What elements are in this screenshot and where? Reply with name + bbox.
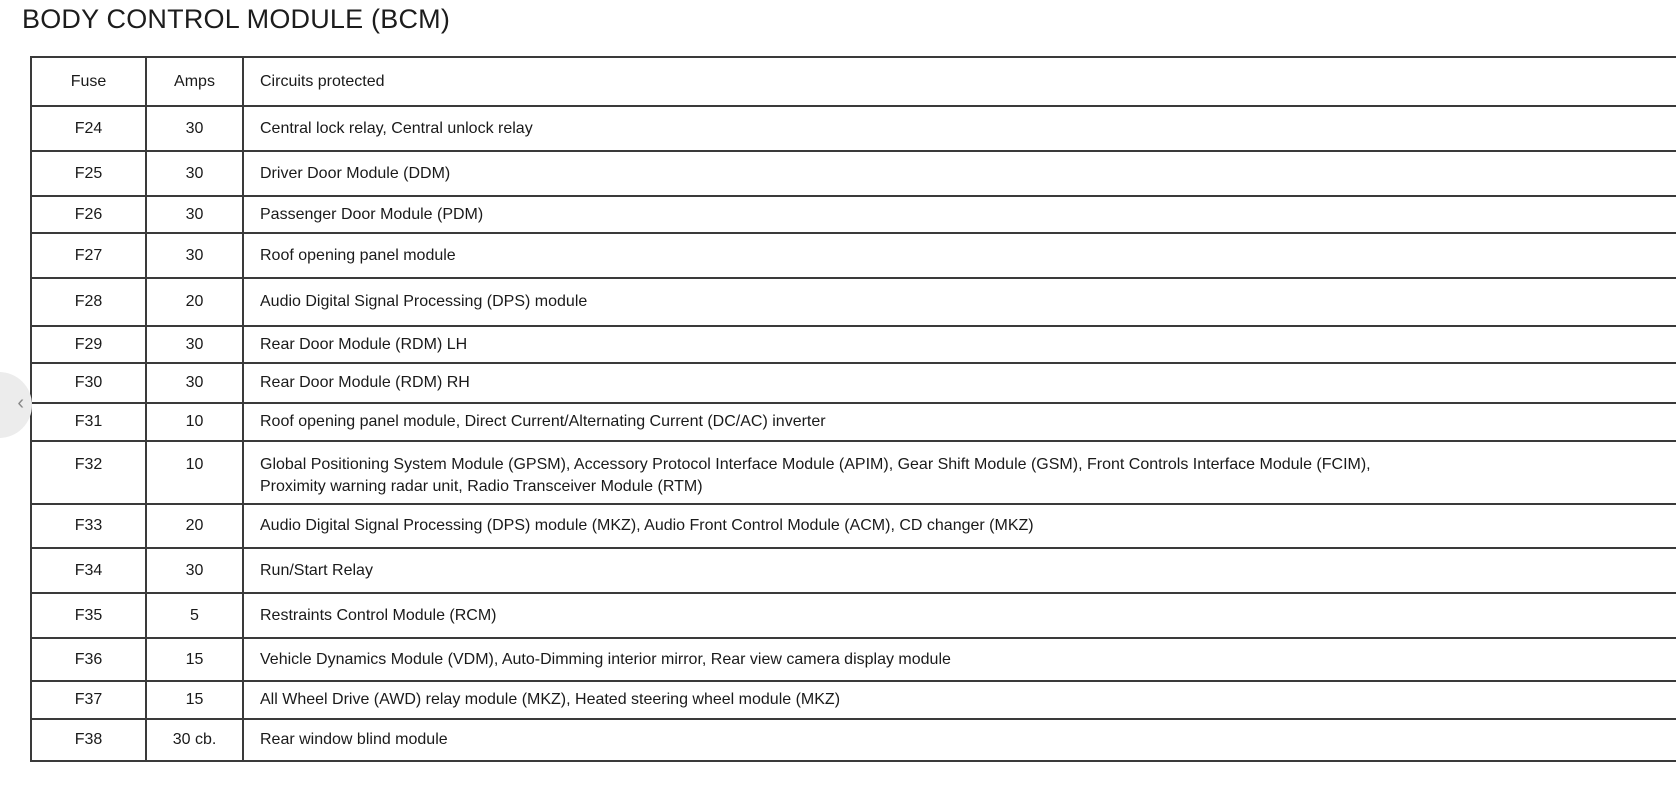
- circuits-cell: Restraints Control Module (RCM): [243, 593, 1676, 638]
- amps-cell: 15: [146, 638, 243, 681]
- fuse-cell: F26: [31, 196, 146, 233]
- fuse-cell: F28: [31, 278, 146, 326]
- amps-cell: 30: [146, 106, 243, 151]
- circuits-cell: Rear Door Module (RDM) RH: [243, 363, 1676, 403]
- fuse-cell: F25: [31, 151, 146, 196]
- table-row: [31, 196, 1676, 233]
- circuits-cell: Rear window blind module: [243, 719, 1676, 761]
- table-row: [31, 638, 1676, 681]
- fuse-cell: F27: [31, 233, 146, 278]
- table-row: [31, 233, 1676, 278]
- table-row: [31, 504, 1676, 548]
- circuits-cell: Run/Start Relay: [243, 548, 1676, 593]
- circuits-cell: Central lock relay, Central unlock relay: [243, 106, 1676, 151]
- table-row: [31, 363, 1676, 403]
- amps-cell: 30: [146, 363, 243, 403]
- table-row: [31, 719, 1676, 761]
- amps-cell: 5: [146, 593, 243, 638]
- circuits-cell: All Wheel Drive (AWD) relay module (MKZ), Heated steering wheel module (MKZ): [243, 681, 1676, 719]
- circuits-cell: Vehicle Dynamics Module (VDM), Auto-Dimming interior mirror, Rear view camera display module: [243, 638, 1676, 681]
- header-circuits: Circuits protected: [243, 57, 1676, 106]
- fuse-cell: F36: [31, 638, 146, 681]
- chevron-left-icon: ‹: [17, 392, 24, 414]
- table-row: [31, 441, 1676, 504]
- previous-button[interactable]: [0, 372, 32, 438]
- circuits-cell: Audio Digital Signal Processing (DPS) module (MKZ), Audio Front Control Module (ACM), CD changer (MKZ): [243, 504, 1676, 548]
- fuse-cell: F32: [31, 441, 146, 504]
- table-row: [31, 403, 1676, 441]
- fuse-cell: F29: [31, 326, 146, 363]
- amps-cell: 30: [146, 548, 243, 593]
- header-amps: Amps: [146, 57, 243, 106]
- amps-cell: 30 cb.: [146, 719, 243, 761]
- fuse-cell: F31: [31, 403, 146, 441]
- header-fuse: Fuse: [31, 57, 146, 106]
- amps-cell: 20: [146, 504, 243, 548]
- fuse-cell: F30: [31, 363, 146, 403]
- circuits-cell: Audio Digital Signal Processing (DPS) module: [243, 278, 1676, 326]
- circuits-cell: Roof opening panel module: [243, 233, 1676, 278]
- table-row: [31, 151, 1676, 196]
- table-row: [31, 278, 1676, 326]
- amps-cell: 20: [146, 278, 243, 326]
- amps-cell: 10: [146, 441, 243, 504]
- page-title: BODY CONTROL MODULE (BCM): [22, 4, 451, 34]
- circuits-cell: Rear Door Module (RDM) LH: [243, 326, 1676, 363]
- fuse-cell: F37: [31, 681, 146, 719]
- amps-cell: 30: [146, 326, 243, 363]
- fuse-cell: F38: [31, 719, 146, 761]
- circuits-line: Proximity warning radar unit, Radio Transceiver Module (RTM): [260, 478, 703, 495]
- table-row: [31, 326, 1676, 363]
- circuits-cell: Roof opening panel module, Direct Current/Alternating Current (DC/AC) inverter: [243, 403, 1676, 441]
- table-row: [31, 548, 1676, 593]
- fuse-cell: F35: [31, 593, 146, 638]
- fuse-cell: F33: [31, 504, 146, 548]
- amps-cell: 30: [146, 151, 243, 196]
- amps-cell: 15: [146, 681, 243, 719]
- table-header-row: [31, 57, 1676, 106]
- amps-cell: 10: [146, 403, 243, 441]
- circuits-cell: [243, 441, 1676, 504]
- amps-cell: 30: [146, 233, 243, 278]
- table-row: [31, 106, 1676, 151]
- fuse-table: [30, 56, 1676, 762]
- circuits-cell: Passenger Door Module (PDM): [243, 196, 1676, 233]
- circuits-line: Global Positioning System Module (GPSM), Accessory Protocol Interface Module (APIM), Gear Shift Module (GSM), Front Controls Interface Module (FCIM),: [260, 456, 1371, 473]
- fuse-cell: F34: [31, 548, 146, 593]
- circuits-cell: Driver Door Module (DDM): [243, 151, 1676, 196]
- table-row: [31, 681, 1676, 719]
- amps-cell: 30: [146, 196, 243, 233]
- fuse-cell: F24: [31, 106, 146, 151]
- table-row: [31, 593, 1676, 638]
